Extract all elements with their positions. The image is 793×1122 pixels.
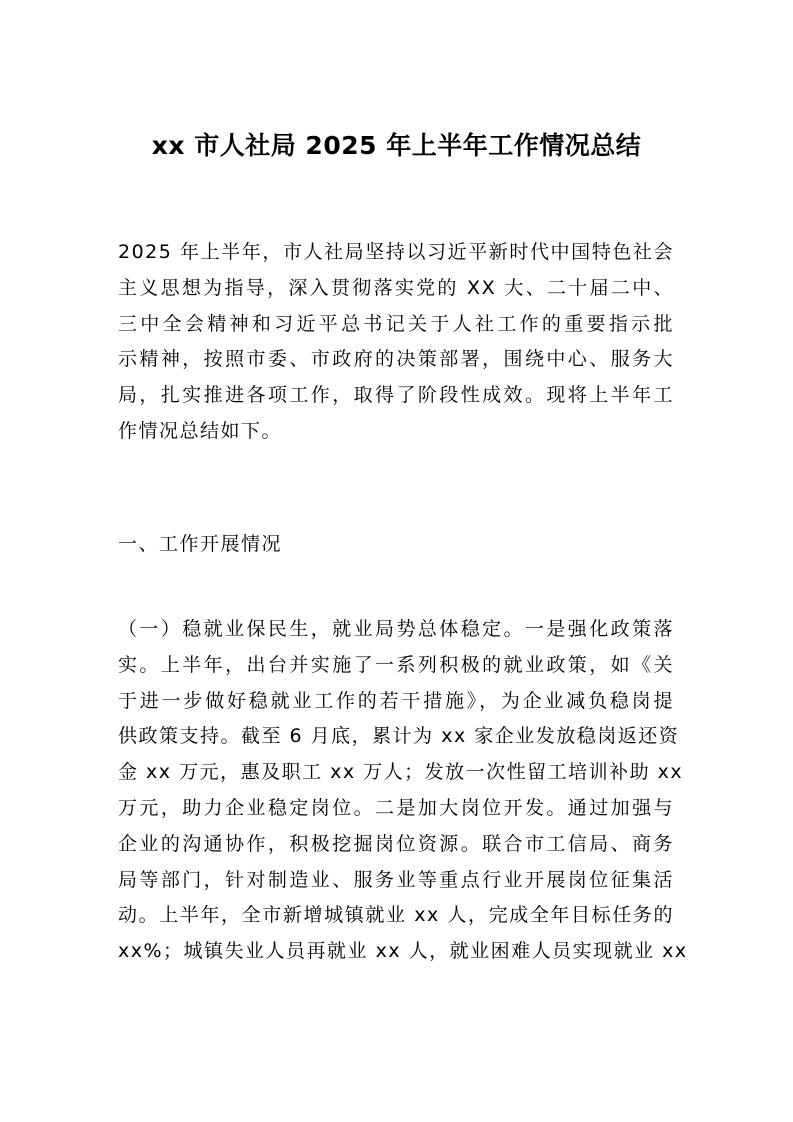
intro-line: 作情况总结如下。 — [118, 419, 283, 442]
subsection-line: xx%；城镇失业人员再就业 xx 人，就业困难人员实现就业 xx — [118, 940, 688, 963]
intro-line: 三中全会精神和习近平总书记关于人社工作的重要指示批 — [118, 312, 674, 335]
subsection-line: 企业的沟通协作，积极挖掘岗位资源。联合市工信局、商务 — [118, 832, 674, 855]
subsection-line: 于进一步做好稳就业工作的若干措施》，为企业减负稳岗提 — [118, 689, 674, 712]
document-title: xx 市人社局 2025 年上半年工作情况总结 — [151, 131, 642, 160]
intro-line: 2025 年上半年，市人社局坚持以习近平新时代中国特色社会 — [118, 241, 674, 263]
subsection-line: 动。上半年，全市新增城镇就业 xx 人，完成全年目标任务的 — [118, 904, 674, 927]
subsection-line: 供政策支持。截至 6 月底，累计为 xx 家企业发放稳岗返还资 — [118, 725, 680, 748]
section-heading-text: 一、工作开展情况 — [118, 533, 283, 555]
section-heading — [118, 527, 674, 563]
intro-line: 主义思想为指导，深入贯彻落实党的 XX 大、二十届二中、 — [118, 276, 674, 299]
subsection-line: 实。上半年，出台并实施了一系列积极的就业政策，如《关 — [118, 653, 674, 676]
subsection-paragraph — [118, 612, 688, 970]
subsection-line: （一）稳就业保民生，就业局势总体稳定。一是强化政策落 — [118, 618, 674, 640]
subsection-line: 万元，助力企业稳定岗位。二是加大岗位开发。通过加强与 — [118, 796, 674, 819]
subsection-line: 局等部门，针对制造业、服务业等重点行业开展岗位征集活 — [118, 868, 674, 891]
intro-paragraph — [118, 235, 674, 450]
intro-line: 局，扎实推进各项工作，取得了阶段性成效。现将上半年工 — [118, 384, 674, 407]
intro-line: 示精神，按照市委、市政府的决策部署，围绕中心、服务大 — [118, 348, 674, 371]
subsection-line: 金 xx 万元，惠及职工 xx 万人；发放一次性留工培训补助 xx — [118, 761, 684, 784]
